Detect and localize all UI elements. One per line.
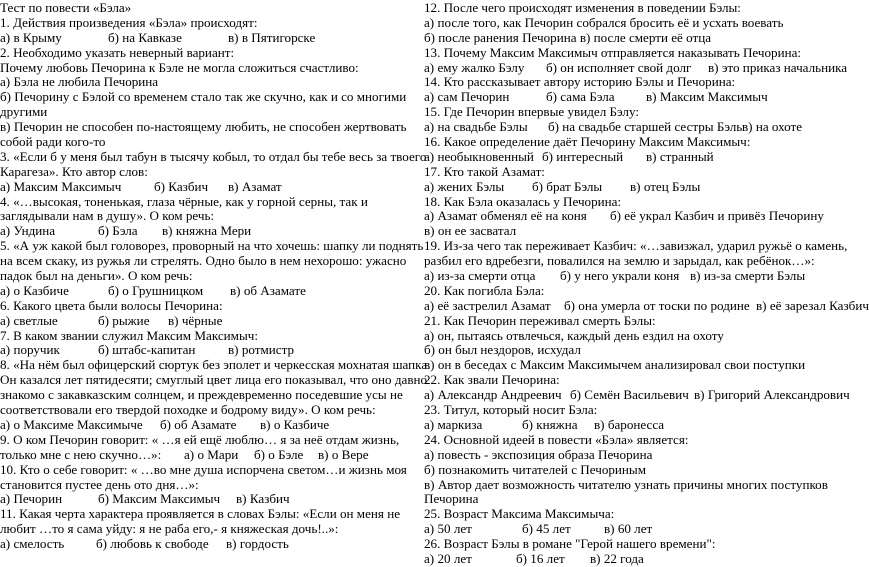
answer-option: в) гордость [226,536,289,552]
text-line: в) он в беседах с Максим Максимычем анализировал свои поступки [424,357,806,373]
text-line: 13. Почему Максим Максимыч отправляется наказывать Печорина: [424,44,802,60]
text-line: а) после того, как Печорин собрался бросить её и усхать воевать [424,14,784,30]
answer-option: в) княжна Мери [162,223,252,239]
answer-options-line [0,224,396,239]
text-line: 7. В каком звании служил Максим Максимыч: [0,327,258,343]
answer-option: в) чёрные [168,312,223,328]
answer-options-line [0,314,396,329]
answer-option: б) штабс-капитан [98,342,196,358]
answer-option: б) о Бэле [254,446,304,462]
answer-option: б) на свадьбе старшей сестры Бэлы [548,119,746,135]
answer-option: а) Александр Андреевич [424,387,562,403]
answer-option: в) странный [646,148,714,164]
answer-option: а) из-за смерти отца [424,268,536,284]
answer-option: а) о Казбиче [0,282,69,298]
answer-option: б) 16 лет [516,550,565,566]
text-line: а) Бэла не любила Печорина [0,74,159,90]
text-line: другими [0,104,48,120]
text-line: 19. Из-за чего так переживает Казбич: «…завизжал, ударил ружьё о камень, [424,238,848,254]
answer-option: а) необыкновенный [424,148,534,164]
text-line: Почему любовь Печорина к Бэле не могла сложиться счастливо: [0,59,359,75]
text-line: Тест по повести «Бэла» [0,0,132,15]
text-line: падок был на деньги». О ком речь: [0,268,193,284]
text-line: а) повесть - экспозиция образа Печорина [424,446,653,462]
answer-option: б) любовь к свободе [96,536,209,552]
text-line: в) он ее засватал [424,223,517,239]
text-line: 3. «Если б у меня был табун в тысячу кобыл, то отдал бы тебе весь за твоего [0,148,427,164]
text-line: 20. Как погибла Бэла: [424,282,545,298]
text-line: соответствовали его твердой походке и бодрому виду». О ком речь: [0,402,376,418]
text-line: 18. Как Бэла оказалась у Печорина: [424,193,622,209]
answer-option: а) маркиза [424,416,483,432]
text-line: а) он, пытаясь отвлечься, каждый день ездил на охоту [424,327,724,343]
answer-options-line [424,120,816,135]
answer-option: в) о Казбиче [260,416,330,432]
answer-options-line [424,150,816,165]
text-line: 12. После чего происходят изменения в поведении Бэлы: [424,0,741,15]
answer-option: в) 60 лет [604,521,653,537]
answer-options-line [0,31,396,46]
text-line: заглядывали нам в душу». О ком речь: [0,208,215,224]
answer-option: а) о Мари [184,446,239,462]
answer-options-line [424,90,816,105]
answer-option: а) смелость [0,536,65,552]
answer-option: б) об Азамате [160,416,237,432]
answer-option: б) княжна [522,416,578,432]
text-line: 24. Основной идеей в повести «Бэла» является: [424,431,689,447]
answer-options-line [0,537,396,552]
answer-option: б) Максим Максимыч [98,491,221,507]
answer-option: в) 22 года [590,550,644,566]
text-line: знакомо с закавказским солнцем, и преждевременно поседевшие усы не [0,387,403,403]
text-line: 21. Как Печорин переживал смерть Бэлы: [424,312,656,328]
answer-option: а) Азамат обменял её на коня [424,208,587,224]
answer-option: б) брат Бэлы [532,178,603,194]
answer-option: в) в Пятигорске [228,29,316,45]
answer-options-line [0,492,396,507]
answer-option: б) 45 лет [522,521,571,537]
text-line: Карагеза». Кто автор слов: [0,163,148,179]
text-line: б) Печорину с Бэлой со временем стало так же скучно, как и со многими [0,89,407,105]
answer-options-line [424,208,824,224]
answer-option: а) жених Бэлы [424,178,505,194]
answer-options-line [0,418,396,433]
answer-option: а) 50 лет [424,521,472,537]
answer-option: а) её застрелил Азамат [424,297,551,313]
answer-option: в) на охоте [742,119,803,135]
text-line: 23. Титул, который носит Бэла: [424,402,598,418]
text-line: 6. Какого цвета были волосы Печорина: [0,297,223,313]
answer-option: а) светлые [0,312,58,328]
answer-option: а) Ундина [0,223,56,239]
answer-option: б) Казбич [154,178,209,194]
answer-option: в) об Азамате [230,282,306,298]
answer-option: только мне с нею скучно…»: [0,446,162,462]
text-line: 22. Как звали Печорина: [424,372,560,388]
text-line: 8. «На нём был офицерский сюртук без эполет и черкесская мохнатая шапка. [0,357,431,373]
text-line: Печорина [424,491,479,507]
text-line: 15. Где Печорин впервые увидел Бэлу: [424,104,639,120]
text-line: 5. «А уж какой был головорез, проворный на что хочешь: шапку ли поднять [0,238,424,254]
answer-option: а) Печорин [0,491,63,507]
answer-option: в) Григорий Александрович [694,387,850,403]
answer-option: в) ротмистр [228,342,294,358]
answer-options-line [0,284,396,299]
answer-options-line [424,418,816,433]
answer-options-line [424,59,848,76]
text-line: 2. Необходимо указать неверный вариант: [0,44,235,60]
answer-options-line [424,522,816,537]
answer-option: а) поручик [0,342,60,358]
answer-options-line [424,180,816,195]
answer-option: в) о Вере [318,446,369,462]
text-line: в) Автор дает возможность читателю узнать причины многих поступков [424,476,828,492]
answer-option: в) Азамат [228,178,282,194]
answer-option: б) её украл Казбич и привёз Печорину [610,208,824,224]
text-line: б) после ранения Печорина в) после смерти её отца [424,29,712,45]
answer-option: а) ему жалко Бэлу [424,59,525,75]
answer-option: б) у него украли коня [560,268,680,284]
answer-option: а) сам Печорин [424,89,510,105]
answer-option: б) Семён Васильевич [570,387,689,403]
text-line: 9. О ком Печорин говорит: « …я ей ещё люблю… я за неё отдам жизнь, [0,431,400,447]
answer-option: в) Максим Максимыч [646,89,768,105]
answer-option: в) её зарезал Казбич [756,297,869,313]
answer-option: в) Казбич [236,491,290,507]
left-column [0,0,431,552]
answer-options-line [0,180,396,195]
answer-option: а) о Максиме Максимыче [0,416,143,432]
answer-option: б) на Кавказе [108,29,182,45]
text-line: б) он был нездоров, исхудал [424,342,581,358]
answer-options-line [424,297,869,314]
answer-option: в) это приказ начальника [708,59,848,75]
answer-option: б) о Грушницком [108,282,204,298]
right-column [424,0,869,567]
answer-option: а) 20 лет [424,550,472,566]
answer-option: в) отец Бэлы [630,178,701,194]
answer-options-line [0,448,396,463]
text-line: любит …то я сама уйду: я не раба его,- я княжеская дочь!..»: [0,521,339,537]
text-line: 26. Возраст Бэлы в романе "Герой нашего времени": [424,536,716,552]
text-line: 10. Кто о себе говорит: « …во мне душа испорчена светом…и жизнь моя [0,461,407,477]
answer-option: б) рыжие [98,312,150,328]
answer-option: а) на свадьбе Бэлы [424,119,528,135]
text-line: в) Печорин не способен по-настоящему любить, не способен жертвовать [0,119,407,135]
answer-options-line [424,387,850,403]
answer-option: в) из-за смерти Бэлы [690,268,806,284]
text-line: разбил его вдребезги, повалился на землю и зарыдал, как ребёнок…»: [424,253,815,269]
answer-option: а) в Крыму [0,29,62,45]
answer-option: б) интересный [542,148,624,164]
answer-options-line [424,269,816,284]
text-line: на всем скаку, из ружья ли стрелять. Одно было в нем нехорошо: ужасно [0,253,407,269]
answer-option: б) сама Бэла [546,89,615,105]
text-line: 25. Возраст Максима Максимыча: [424,506,615,522]
text-line: 16. Какое определение даёт Печорину Максим Максимыч: [424,134,751,150]
text-line: 14. Кто рассказывает автору историю Бэлы и Печорина: [424,74,736,90]
answer-options-line [424,552,816,567]
text-line: Он казался лет пятидесяти; смуглый цвет лица его показывал, что оно давно [0,372,428,388]
text-line: 17. Кто такой Азамат: [424,163,545,179]
text-line: 1. Действия произведения «Бэла» происходят: [0,14,258,30]
text-line: б) познакомить читателей с Печориным [424,461,647,477]
answer-option: б) Бэла [98,223,138,239]
text-line: собой ради кого-то [0,134,106,150]
text-line: 11. Какая черта характера проявляется в словах Бэлы: «Если он меня не [0,506,401,522]
answer-options-line [0,343,396,358]
answer-option: а) Максим Максимыч [0,178,122,194]
answer-option: б) она умерла от тоски по родине [564,297,750,313]
answer-option: в) баронесса [594,416,665,432]
text-line: становится пустее день ото дня…»: [0,476,199,492]
text-line: 4. «…высокая, тоненькая, глаза чёрные, как у горной серны, так и [0,193,368,209]
answer-option: б) он исполняет свой долг [546,59,692,75]
